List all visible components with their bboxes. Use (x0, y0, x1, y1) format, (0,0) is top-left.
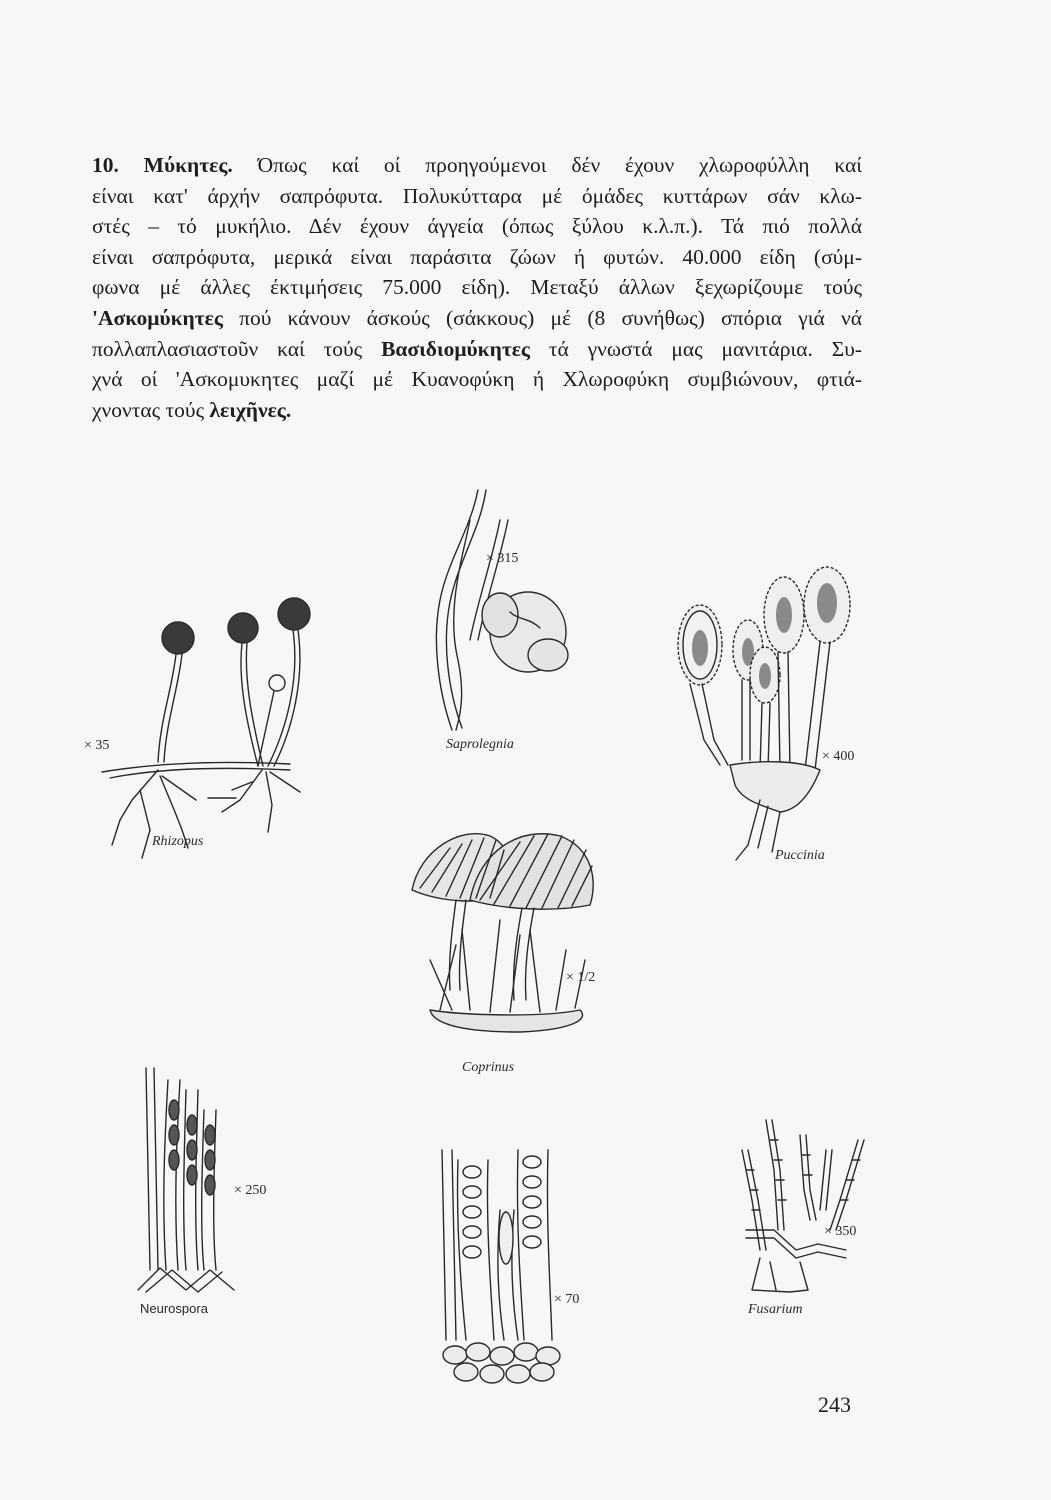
saprolegnia-label: Saprolegnia (446, 737, 514, 752)
rhizopus-magnification: × 35 (84, 738, 110, 753)
puccinia-magnification: × 400 (822, 749, 855, 764)
neurospora-magnification: × 250 (234, 1183, 267, 1198)
coprinus-magnification: × 1/2 (566, 970, 596, 985)
text-line-6: 'Ασκομύκητες πού κάνουν άσκούς (σάκκους) μέ (8 συνήθως) σπόρια γιά νά (92, 305, 863, 330)
section-number: 10. (92, 153, 119, 177)
text-line-1: 10. Μύκητες. Όπως καί οί προηγούμενοι δέν έχουν χλωροφύλλη καί (92, 153, 863, 177)
text-line-5: φωνα μέ άλλες έκτιμήσεις 75.000 είδη). Μεταξύ άλλων ξεχωρίζουμε τούς (92, 275, 862, 300)
fusarium-magnification: × 350 (824, 1224, 857, 1239)
neurospora-label: Neurospora (140, 1301, 208, 1316)
ascus-illustration (442, 1150, 560, 1383)
term-ascomycetes: 'Ασκομύκητες (92, 305, 223, 330)
puccinia-label: Puccinia (775, 848, 825, 863)
rhizopus-illustration (102, 598, 310, 858)
page-number: 243 (818, 1392, 851, 1417)
rhizopus-label: Rhizopus (152, 834, 204, 849)
term-basidiomycetes: Βασιδιομύκητες (381, 336, 530, 361)
coprinus-illustration (412, 834, 596, 1032)
ascus-magnification: × 70 (554, 1292, 580, 1307)
text-line-4: είναι σαπρόφυτα, μερικά είναι παράσιτα ζώων ή φυτών. 40.000 είδη (σύμ- (92, 244, 862, 269)
text-line-2: είναι κατ' άρχήν σαπρόφυτα. Πολυκύτταρα μέ όμάδες κυττάρων σάν κλω- (92, 183, 862, 208)
neurospora-illustration (138, 1068, 234, 1292)
text-line-7: πολλαπλασιαστοῦν καί τούς Βασιδιομύκητες τά γνωστά μας μανιτάρια. Συ- (92, 336, 863, 361)
saprolegnia-illustration (436, 490, 568, 730)
fusarium-label: Fusarium (748, 1302, 803, 1317)
section-heading: Μύκητες. (143, 153, 233, 177)
fusarium-illustration (742, 1120, 864, 1292)
text-line-8: χνά οί 'Ασκομυκητες μαζί μέ Κυανοφύκη ή Χλωροφύκη συμβιώνουν, φτιά- (92, 367, 862, 392)
term-lichens: λειχῆνες. (209, 397, 292, 422)
puccinia-illustration (678, 567, 850, 860)
saprolegnia-magnification: × 315 (486, 551, 519, 566)
text-line-9: χνοντας τούς λειχῆνες. (92, 397, 292, 422)
coprinus-label: Coprinus (462, 1060, 515, 1075)
text-line-3: στές – τό μυκήλιο. Δέν έχουν άγγεία (όπως ξύλου κ.λ.π.). Τά πιό πολλά (92, 214, 862, 239)
